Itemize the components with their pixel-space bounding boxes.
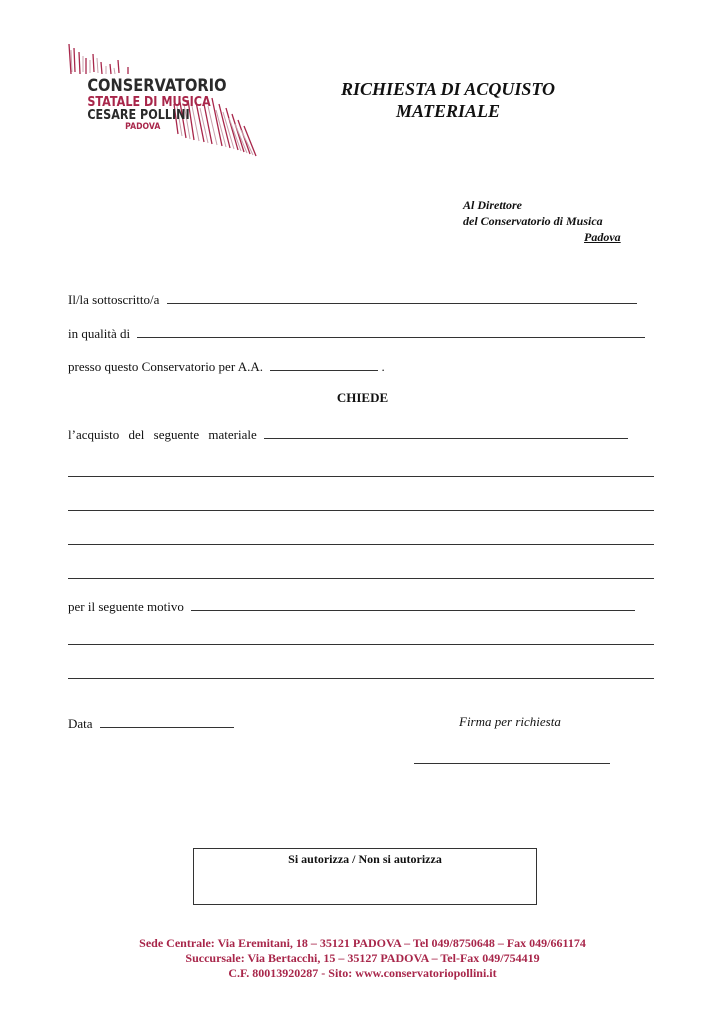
- document-title: [318, 78, 578, 122]
- qualita-field[interactable]: [137, 324, 645, 338]
- materiale-line-3[interactable]: [68, 510, 654, 511]
- row-motivo: [68, 597, 635, 615]
- qualita-label: in qualità di: [68, 326, 131, 341]
- footer: [0, 936, 725, 981]
- title-line-1: RICHIESTA DI ACQUISTO: [340, 79, 556, 99]
- firma-label: Firma per richiesta: [459, 714, 561, 729]
- row-data: [68, 714, 234, 732]
- presso-label: presso questo Conservatorio per A.A.: [68, 359, 263, 374]
- row-anno-accademico: [68, 357, 385, 375]
- addressee-line-1: Al Direttore: [463, 198, 522, 212]
- addressee-line-2: del Conservatorio di Musica: [463, 214, 603, 228]
- logo-line-pollini: CESARE POLLINI: [87, 108, 190, 123]
- motivo-line-2[interactable]: [68, 644, 654, 645]
- materiale-line-2[interactable]: [68, 476, 654, 477]
- materiale-field[interactable]: [264, 425, 628, 439]
- row-sottoscritto: [68, 290, 637, 308]
- footer-line-1: Sede Centrale: Via Eremitani, 18 – 35121 PADOVA – Tel 049/8750648 – Fax 049/661174: [139, 936, 586, 950]
- addressee-line-3: Padova: [584, 230, 621, 244]
- materiale-label: l’acquisto del seguente materiale: [68, 427, 257, 442]
- sottoscritto-field[interactable]: [167, 290, 637, 304]
- authorization-label: Si autorizza / Non si autorizza: [288, 852, 442, 866]
- row-qualita: [68, 324, 645, 342]
- footer-line-2: Succursale: Via Bertacchi, 15 – 35127 PADOVA – Tel-Fax 049/754419: [185, 951, 540, 965]
- data-label: Data: [68, 716, 93, 731]
- materiale-line-5[interactable]: [68, 578, 654, 579]
- row-materiale: [68, 425, 628, 443]
- firma-field[interactable]: [414, 763, 610, 764]
- conservatorio-logo: [66, 42, 261, 162]
- title-line-2: MATERIALE: [395, 101, 501, 121]
- chiede-heading: CHIEDE: [336, 390, 389, 405]
- materiale-line-4[interactable]: [68, 544, 654, 545]
- authorization-box[interactable]: [193, 848, 537, 905]
- addressee-block: [463, 197, 621, 245]
- logo-line-statale: STATALE DI MUSICA: [87, 95, 211, 110]
- anno-accademico-field[interactable]: [270, 357, 378, 371]
- motivo-line-3[interactable]: [68, 678, 654, 679]
- presso-end: .: [381, 359, 385, 374]
- motivo-field[interactable]: [191, 597, 635, 611]
- footer-line-3: C.F. 80013920287 - Sito: www.conservatoriopollini.it: [228, 966, 497, 980]
- data-field[interactable]: [100, 714, 234, 728]
- logo-line-padova: PADOVA: [125, 122, 161, 132]
- logo-line-conservatorio: CONSERVATORIO: [87, 76, 227, 96]
- motivo-label: per il seguente motivo: [68, 599, 184, 614]
- sottoscritto-label: Il/la sottoscritto/a: [68, 292, 160, 307]
